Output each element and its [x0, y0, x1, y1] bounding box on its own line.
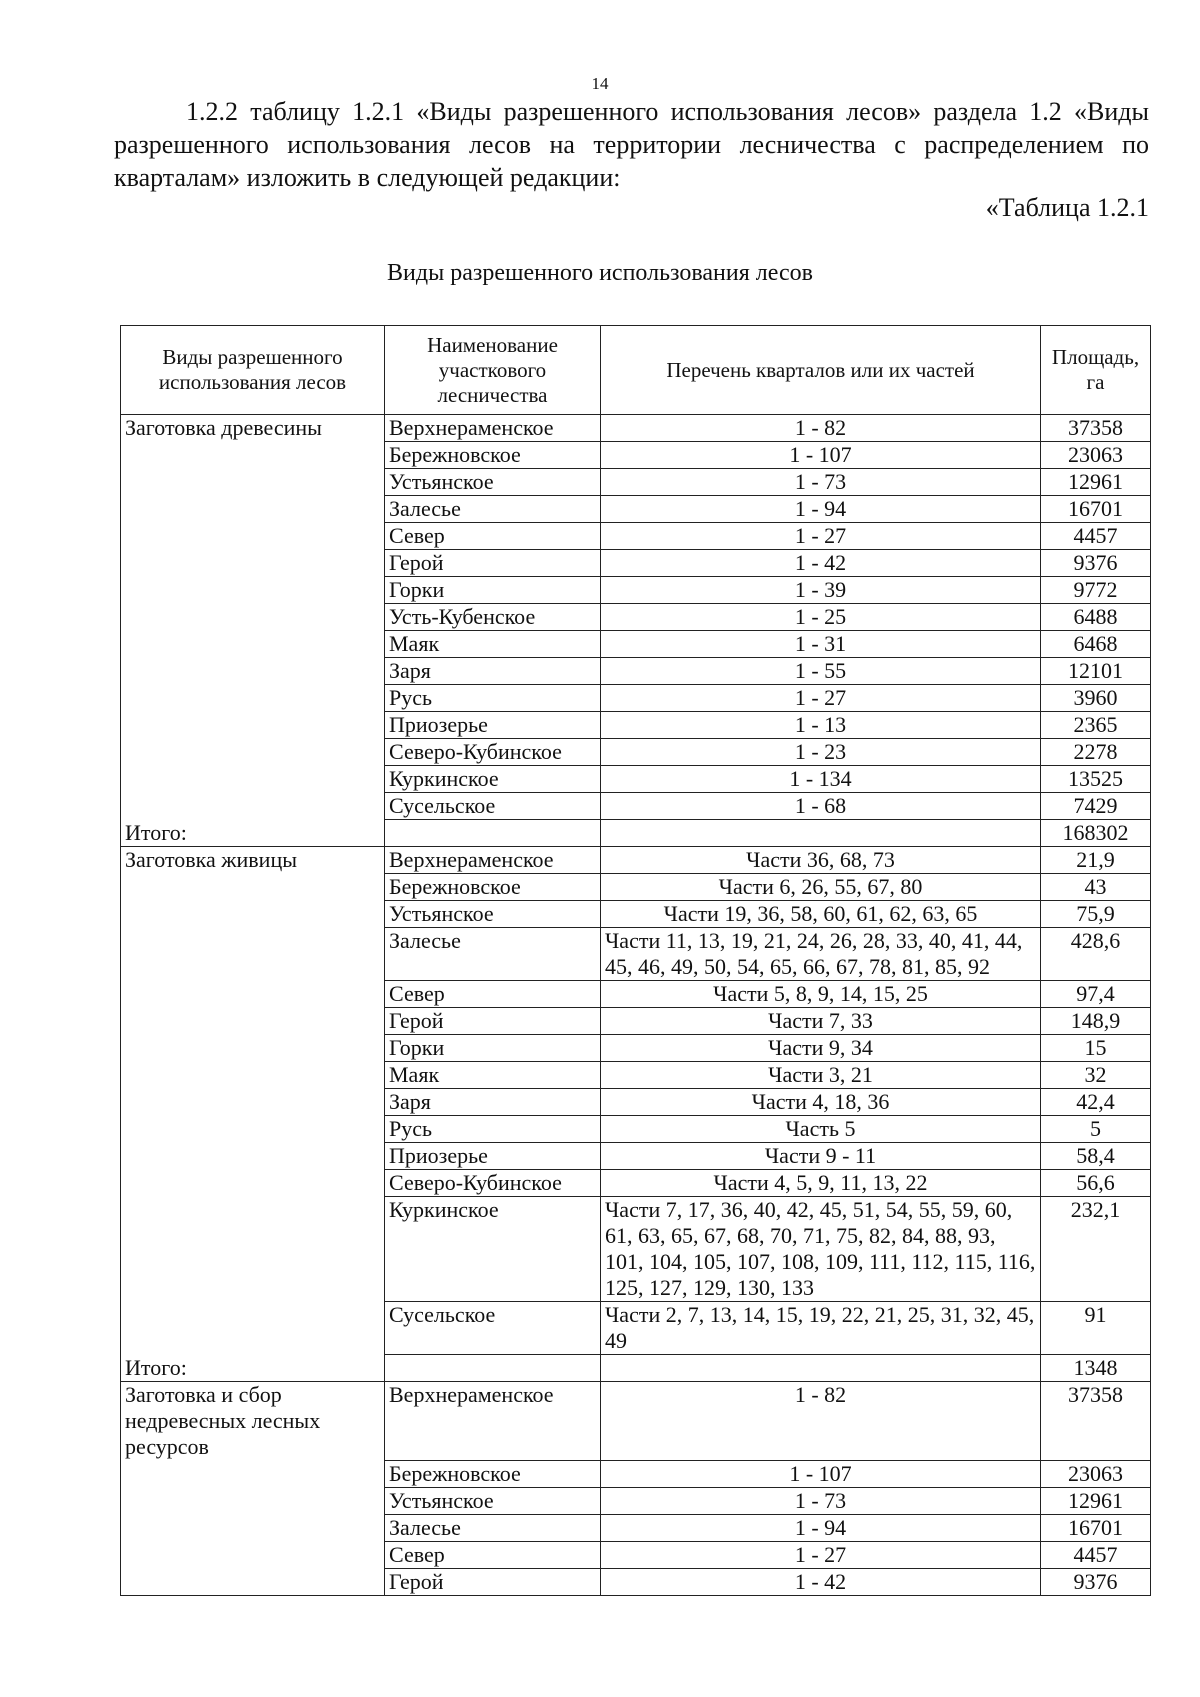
use-type-cell-empty: [121, 1062, 385, 1089]
table-row: [121, 469, 1151, 496]
area-cell: 9772: [1041, 577, 1151, 604]
quarters-cell: 1 - 82: [601, 415, 1041, 442]
total-empty-quarters: [601, 820, 1041, 847]
table-row: [121, 1062, 1151, 1089]
forestry-cell: Север: [385, 523, 601, 550]
use-type-cell-empty: [121, 1170, 385, 1197]
total-label: Итого:: [121, 820, 385, 847]
table-row: [121, 901, 1151, 928]
area-cell: 428,6: [1041, 928, 1151, 981]
forestry-cell: Русь: [385, 685, 601, 712]
table-row: [121, 415, 1151, 442]
quarters-cell: Части 6, 26, 55, 67, 80: [601, 874, 1041, 901]
use-type-cell-empty: [121, 604, 385, 631]
area-cell: 9376: [1041, 550, 1151, 577]
forestry-cell: Заря: [385, 1089, 601, 1116]
forestry-cell: Устьянское: [385, 469, 601, 496]
use-type-cell-empty: [121, 577, 385, 604]
table-row: [121, 658, 1151, 685]
total-row: [121, 820, 1151, 847]
forestry-cell: Горки: [385, 1035, 601, 1062]
quarters-cell: 1 - 82: [601, 1382, 1041, 1461]
intro-paragraph: [114, 95, 1149, 194]
table-body: [121, 415, 1151, 1596]
forestry-cell: Устьянское: [385, 901, 601, 928]
quarters-cell: Части 2, 7, 13, 14, 15, 19, 22, 21, 25, 31, 32, 45, 49: [601, 1302, 1041, 1355]
table-header-row: [121, 326, 1151, 415]
table-row: [121, 1542, 1151, 1569]
quarters-cell: 1 - 55: [601, 658, 1041, 685]
quarters-cell: 1 - 31: [601, 631, 1041, 658]
area-cell: 148,9: [1041, 1008, 1151, 1035]
quarters-cell: 1 - 27: [601, 1542, 1041, 1569]
quarters-cell: 1 - 27: [601, 685, 1041, 712]
table-row: [121, 1143, 1151, 1170]
area-cell: 12961: [1041, 469, 1151, 496]
forestry-cell: Устьянское: [385, 1488, 601, 1515]
table-row: [121, 847, 1151, 874]
use-type-cell-empty: [121, 496, 385, 523]
area-cell: 5: [1041, 1116, 1151, 1143]
area-cell: 12101: [1041, 658, 1151, 685]
use-type-cell-empty: [121, 442, 385, 469]
forestry-cell: Маяк: [385, 631, 601, 658]
table-row: [121, 1008, 1151, 1035]
use-type-cell-empty: [121, 901, 385, 928]
table-row: [121, 523, 1151, 550]
quarters-cell: 1 - 23: [601, 739, 1041, 766]
use-type-cell-empty: [121, 766, 385, 793]
forestry-cell: Залесье: [385, 928, 601, 981]
quarters-cell: Части 7, 17, 36, 40, 42, 45, 51, 54, 55, 59, 60, 61, 63, 65, 67, 68, 70, 71, 75, 82, 84, 88, 93, 101, 104, 105, 107, 108, 109, 111, 112, 115, 116, 125, 127, 129, 130, 133: [601, 1197, 1041, 1302]
forestry-cell: Куркинское: [385, 766, 601, 793]
quarters-cell: 1 - 107: [601, 442, 1041, 469]
quarters-cell: Части 9, 34: [601, 1035, 1041, 1062]
area-cell: 6468: [1041, 631, 1151, 658]
area-cell: 2365: [1041, 712, 1151, 739]
forestry-cell: Куркинское: [385, 1197, 601, 1302]
area-cell: 16701: [1041, 496, 1151, 523]
use-type-cell-empty: [121, 685, 385, 712]
quarters-cell: Части 3, 21: [601, 1062, 1041, 1089]
forestry-cell: Северо-Кубинское: [385, 739, 601, 766]
use-type-cell-empty: [121, 1542, 385, 1569]
total-empty-forestry: [385, 1355, 601, 1382]
quarters-cell: 1 - 13: [601, 712, 1041, 739]
quarters-cell: Части 7, 33: [601, 1008, 1041, 1035]
area-cell: 7429: [1041, 793, 1151, 820]
quarters-cell: Части 9 - 11: [601, 1143, 1041, 1170]
table-row: [121, 1461, 1151, 1488]
use-type-cell-empty: [121, 1197, 385, 1302]
forestry-cell: Герой: [385, 1008, 601, 1035]
table-row: [121, 1488, 1151, 1515]
table-row: [121, 712, 1151, 739]
forestry-cell: Бережновское: [385, 1461, 601, 1488]
area-cell: 32: [1041, 1062, 1151, 1089]
use-type-cell-empty: [121, 1302, 385, 1355]
use-type-cell-empty: [121, 739, 385, 766]
total-area: 1348: [1041, 1355, 1151, 1382]
table-row: [121, 874, 1151, 901]
table-row: [121, 1302, 1151, 1355]
forestry-cell: Верхнераменское: [385, 1382, 601, 1461]
table-row: [121, 1170, 1151, 1197]
quarters-cell: 1 - 73: [601, 469, 1041, 496]
header-use-type: Виды разрешенного использования лесов: [121, 326, 385, 415]
forestry-cell: Герой: [385, 550, 601, 577]
quarters-cell: 1 - 94: [601, 1515, 1041, 1542]
table-row: [121, 793, 1151, 820]
area-cell: 75,9: [1041, 901, 1151, 928]
use-type-cell-empty: [121, 1089, 385, 1116]
area-cell: 4457: [1041, 1542, 1151, 1569]
table-row: [121, 981, 1151, 1008]
table-row: [121, 739, 1151, 766]
use-type-cell-empty: [121, 658, 385, 685]
use-type-cell-empty: [121, 874, 385, 901]
table-row: [121, 1035, 1151, 1062]
forestry-cell: Север: [385, 981, 601, 1008]
area-cell: 58,4: [1041, 1143, 1151, 1170]
table-row: [121, 442, 1151, 469]
use-type-cell-empty: [121, 712, 385, 739]
area-cell: 21,9: [1041, 847, 1151, 874]
area-cell: 42,4: [1041, 1089, 1151, 1116]
quarters-cell: 1 - 107: [601, 1461, 1041, 1488]
quarters-cell: 1 - 39: [601, 577, 1041, 604]
table-row: [121, 1382, 1151, 1461]
area-cell: 4457: [1041, 523, 1151, 550]
forestry-cell: Север: [385, 1542, 601, 1569]
forestry-cell: Верхнераменское: [385, 415, 601, 442]
table-row: [121, 1569, 1151, 1596]
header-area: Площадь, га: [1041, 326, 1151, 415]
forest-use-table: [120, 325, 1151, 1596]
total-empty-quarters: [601, 1355, 1041, 1382]
table-title: Виды разрешенного использования лесов: [387, 260, 813, 286]
use-type-cell-empty: [121, 1008, 385, 1035]
quarters-cell: 1 - 73: [601, 1488, 1041, 1515]
page-number: 14: [591, 74, 609, 93]
forestry-cell: Герой: [385, 1569, 601, 1596]
forestry-cell: Залесье: [385, 496, 601, 523]
area-cell: 6488: [1041, 604, 1151, 631]
table-row: [121, 1116, 1151, 1143]
quarters-cell: Части 4, 5, 9, 11, 13, 22: [601, 1170, 1041, 1197]
area-cell: 23063: [1041, 1461, 1151, 1488]
area-cell: 2278: [1041, 739, 1151, 766]
quarters-cell: 1 - 134: [601, 766, 1041, 793]
forestry-cell: Горки: [385, 577, 601, 604]
forestry-cell: Заря: [385, 658, 601, 685]
use-type-cell-empty: [121, 631, 385, 658]
use-type-cell-empty: [121, 793, 385, 820]
total-area: 168302: [1041, 820, 1151, 847]
use-type-cell: Заготовка и сбор недревесных лесных ресурсов: [121, 1382, 385, 1461]
use-type-cell-empty: [121, 469, 385, 496]
quarters-cell: Части 4, 18, 36: [601, 1089, 1041, 1116]
header-quarters: Перечень кварталов или их частей: [601, 326, 1041, 415]
area-cell: 37358: [1041, 415, 1151, 442]
area-cell: 13525: [1041, 766, 1151, 793]
area-cell: 91: [1041, 1302, 1151, 1355]
quarters-cell: 1 - 42: [601, 550, 1041, 577]
table-row: [121, 496, 1151, 523]
use-type-cell-empty: [121, 1035, 385, 1062]
table-row: [121, 604, 1151, 631]
table-row: [121, 1089, 1151, 1116]
forestry-cell: Маяк: [385, 1062, 601, 1089]
table-reference: «Таблица 1.2.1: [985, 193, 1149, 222]
quarters-cell: 1 - 94: [601, 496, 1041, 523]
header-forestry: Наименование участкового лесничества: [385, 326, 601, 415]
use-type-cell-empty: [121, 1488, 385, 1515]
table-row: [121, 1197, 1151, 1302]
quarters-cell: Части 11, 13, 19, 21, 24, 26, 28, 33, 40, 41, 44, 45, 46, 49, 50, 54, 65, 66, 67, 78, 81, 85, 92: [601, 928, 1041, 981]
forestry-cell: Сусельское: [385, 793, 601, 820]
use-type-cell-empty: [121, 1143, 385, 1170]
area-cell: 15: [1041, 1035, 1151, 1062]
area-cell: 232,1: [1041, 1197, 1151, 1302]
table-row: [121, 631, 1151, 658]
forestry-cell: Бережновское: [385, 442, 601, 469]
area-cell: 23063: [1041, 442, 1151, 469]
use-type-cell-empty: [121, 550, 385, 577]
area-cell: 56,6: [1041, 1170, 1151, 1197]
area-cell: 3960: [1041, 685, 1151, 712]
total-empty-forestry: [385, 820, 601, 847]
area-cell: 12961: [1041, 1488, 1151, 1515]
quarters-cell: Части 36, 68, 73: [601, 847, 1041, 874]
forestry-cell: Верхнераменское: [385, 847, 601, 874]
quarters-cell: 1 - 25: [601, 604, 1041, 631]
use-type-cell: Заготовка древесины: [121, 415, 385, 442]
table-row: [121, 685, 1151, 712]
area-cell: 97,4: [1041, 981, 1151, 1008]
use-type-cell: Заготовка живицы: [121, 847, 385, 874]
area-cell: 9376: [1041, 1569, 1151, 1596]
use-type-cell-empty: [121, 981, 385, 1008]
forestry-cell: Русь: [385, 1116, 601, 1143]
forestry-cell: Сусельское: [385, 1302, 601, 1355]
quarters-cell: Части 5, 8, 9, 14, 15, 25: [601, 981, 1041, 1008]
quarters-cell: 1 - 27: [601, 523, 1041, 550]
use-type-cell-empty: [121, 1461, 385, 1488]
quarters-cell: 1 - 68: [601, 793, 1041, 820]
table-row: [121, 577, 1151, 604]
forestry-cell: Северо-Кубинское: [385, 1170, 601, 1197]
forestry-cell: Бережновское: [385, 874, 601, 901]
use-type-cell-empty: [121, 523, 385, 550]
area-cell: 43: [1041, 874, 1151, 901]
quarters-cell: 1 - 42: [601, 1569, 1041, 1596]
total-row: [121, 1355, 1151, 1382]
forestry-cell: Приозерье: [385, 712, 601, 739]
forestry-cell: Залесье: [385, 1515, 601, 1542]
table-row: [121, 766, 1151, 793]
intro-text: 1.2.2 таблицу 1.2.1 «Виды разрешенного использования лесов» раздела 1.2 «Виды разрешенного использования лесов на территории лесничества с распределением по кварталам» изложить в следующей редакции:: [114, 97, 1149, 192]
area-cell: 37358: [1041, 1382, 1151, 1461]
quarters-cell: Части 19, 36, 58, 60, 61, 62, 63, 65: [601, 901, 1041, 928]
use-type-cell-empty: [121, 1515, 385, 1542]
forestry-cell: Приозерье: [385, 1143, 601, 1170]
area-cell: 16701: [1041, 1515, 1151, 1542]
quarters-cell: Часть 5: [601, 1116, 1041, 1143]
forestry-cell: Усть-Кубенское: [385, 604, 601, 631]
table-row: [121, 550, 1151, 577]
table-row: [121, 928, 1151, 981]
use-type-cell-empty: [121, 1116, 385, 1143]
use-type-cell-empty: [121, 928, 385, 981]
table-row: [121, 1515, 1151, 1542]
use-type-cell-empty: [121, 1569, 385, 1596]
total-label: Итого:: [121, 1355, 385, 1382]
